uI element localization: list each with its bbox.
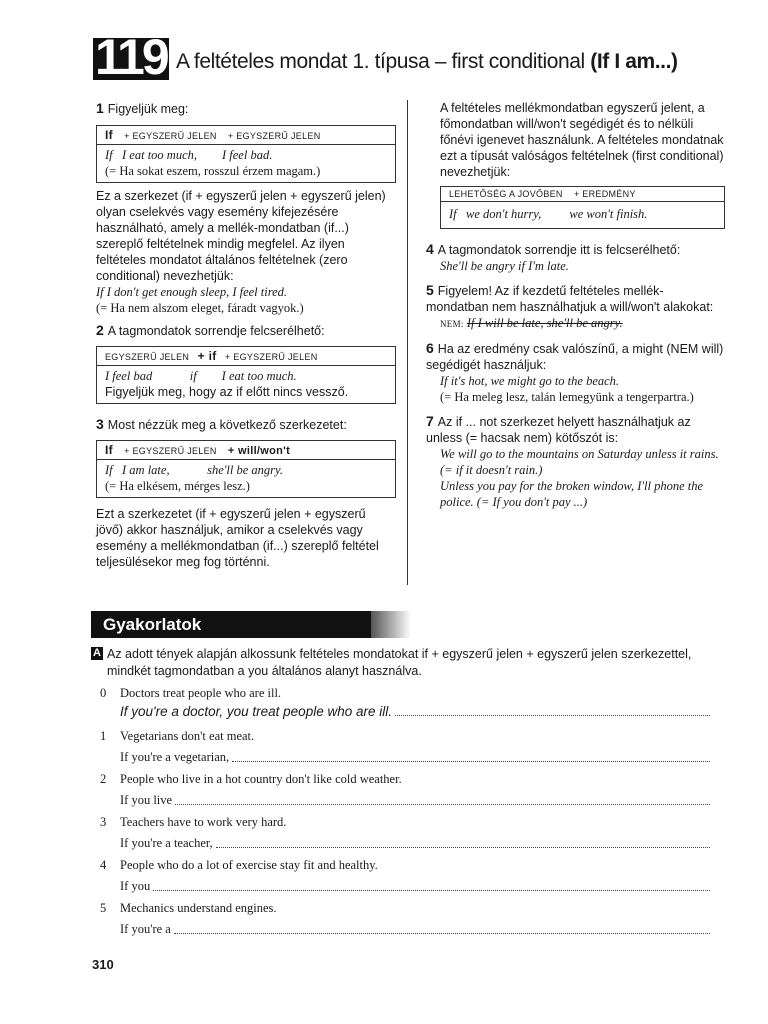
exercise-item-3: 3 Teachers have to work very hard. — [100, 815, 287, 829]
exercise-item-1: 1 Vegetarians don't eat meat. — [100, 729, 255, 743]
answer-line-1[interactable]: If you're a vegetarian, — [120, 750, 710, 765]
section-6: 6 Ha az eredmény csak valószínű, a might (NEM will) segédigét használjuk: — [426, 340, 724, 372]
section-6-translation: (= Ha meleg lesz, talán lemegyünk a tengerpartra.) — [440, 390, 694, 404]
exercise-marker: A — [91, 647, 103, 660]
unit-number: 119 — [95, 38, 167, 80]
exercise-item-2: 2 People who live in a hot country don't like cold weather. — [100, 772, 402, 786]
section-1-example: If I don't get enough sleep, I feel tired. — [96, 285, 288, 299]
right-intro: A feltételes mellékmondatban egyszerű jelent, a főmondatban will/won't segédigét és to nélküli főnévi igenevet használunk. A feltételes mondatnak ezt a típusát valóságos feltételnek (first conditional) nevezhetjük: — [440, 101, 724, 179]
page-title: A feltételes mondat 1. típusa – first conditional (If I am...) — [176, 50, 678, 73]
unit-number-badge — [93, 38, 169, 80]
section-7-example-2: Unless you pay for the broken window, I'll phone the police. (= If you don't pay ...) — [440, 479, 704, 509]
answer-line-0 — [120, 704, 710, 719]
section-3-intro: 3 Most nézzük meg a következő szerkezetet: — [96, 416, 347, 432]
exercise-item-5: 5 Mechanics understand engines. — [100, 901, 277, 915]
heading-decoration — [371, 611, 411, 638]
exercise-item-0: 0 Doctors treat people who are ill. — [100, 686, 282, 700]
page-number: 310 — [92, 957, 114, 972]
answer-line-4[interactable]: If you — [120, 879, 710, 894]
section-4: 4 A tagmondatok sorrendje itt is felcserélhető: — [426, 241, 681, 257]
answer-line-2[interactable]: If you live — [120, 793, 710, 808]
column-divider — [407, 100, 408, 585]
structure-box-3: If + EGYSZERŰ JELEN + will/won't If I am late, she'll be angry. (= Ha elkésem, mérges lesz.) — [96, 440, 396, 498]
section-1-paragraph: Ez a szerkezet (if + egyszerű jelen + egyszerű jelen) olyan cselekvés vagy esemény kifejezésére használható, amely a mellék-mondatban (if...) szereplő feltételnek mindig megfelel. Az ilyen feltételes mondatot általános feltételnek (zero conditional) nevezhetjük: — [96, 189, 386, 283]
section-7: 7 Az if ... not szerkezet helyett használhatjuk az unless (= hacsak nem) kötőszót is: — [426, 413, 691, 445]
section-5: 5 Figyelem! Az if kezdetű feltételes mellék-mondatban nem használhatjuk a will/won't alakokat: — [426, 282, 714, 314]
structure-box-2: EGYSZERŰ JELEN + if + EGYSZERŰ JELEN I feel bad if I eat too much. Figyeljük meg, hogy az if előtt nincs vessző. — [96, 346, 396, 404]
structure-box-4: LEHETŐSÉG A JOVŐBEN + EREDMÉNY If we don't hurry, we won't finish. — [440, 186, 725, 229]
answer-line-3[interactable]: If you're a teacher, — [120, 836, 710, 851]
section-7-example-1: We will go to the mountains on Saturday unless it rains. (= if it doesn't rain.) — [440, 447, 719, 477]
section-4-example: She'll be angry if I'm late. — [440, 259, 569, 273]
exercise-instruction: Az adott tények alapján alkossunk feltételes mondatokat if + egyszerű jelen + egyszerű jelen szerkezettel, mindkét tagmondatban a you általános alanyt használva. — [107, 647, 692, 678]
section-1-intro: 1 Figyeljük meg: — [96, 100, 189, 116]
section-1-translation: (= Ha nem alszom eleget, fáradt vagyok.) — [96, 301, 304, 315]
answer-line-5[interactable]: If you're a — [120, 922, 710, 937]
example-answer: If you're a doctor, you treat people who are ill. — [120, 704, 392, 719]
section-5-wrong-example: NEM: If I will be late, she'll be angry. — [440, 316, 623, 330]
right-column — [426, 100, 725, 510]
structure-box-1: If + EGYSZERŰ JELEN + EGYSZERŰ JELEN If I eat too much, I feel bad. (= Ha sokat eszem, rosszul érzem magam.) — [96, 125, 396, 183]
section-3-paragraph: Ezt a szerkezetet (if + egyszerű jelen + egyszerű jövő) akkor használjuk, amikor a cselekvés vagy esemény a mellékmondatban (if...) szereplő feltétel teljesülésekor meg fog történni. — [96, 507, 379, 569]
exercise-item-4: 4 People who do a lot of exercise stay fit and healthy. — [100, 858, 378, 872]
exercises-heading: Gyakorlatok — [91, 611, 371, 638]
section-2-intro: 2 A tagmondatok sorrendje felcserélhető: — [96, 322, 325, 338]
left-column — [96, 100, 396, 570]
section-6-example: If it's hot, we might go to the beach. — [440, 374, 620, 388]
